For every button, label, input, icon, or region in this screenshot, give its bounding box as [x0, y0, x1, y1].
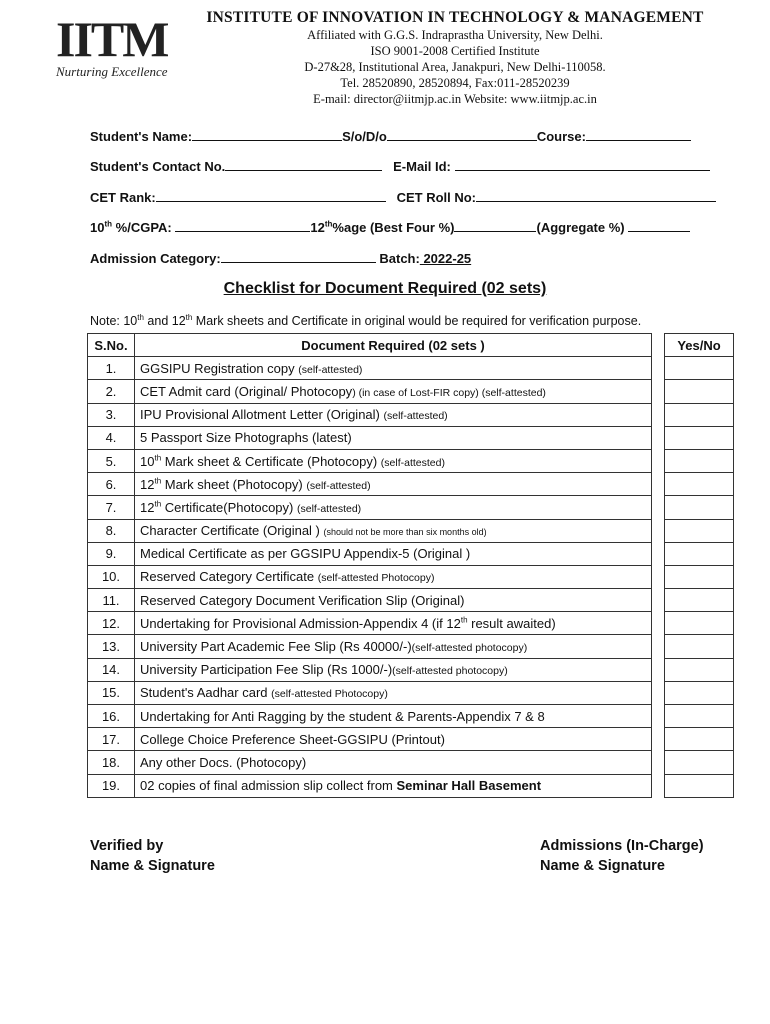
logo-mark: IITM [56, 11, 168, 67]
table-row [88, 357, 652, 380]
row-document-name: CET Admit card (Original/ Photocopy) (in case of Lost-FIR copy) (self-attested) [135, 380, 652, 403]
yes-no-row [665, 612, 734, 635]
institute-name: INSTITUTE OF INNOVATION IN TECHNOLOGY & MANAGEMENT [206, 9, 704, 26]
col-document-header: Document Required (02 sets ) [135, 334, 652, 357]
verified-by-block [90, 836, 215, 876]
yes-no-cell[interactable] [665, 751, 734, 774]
yes-no-cell[interactable] [665, 705, 734, 728]
yes-no-cell[interactable] [665, 658, 734, 681]
table-row [88, 728, 652, 751]
logo-tagline: Nurturing Excellence [56, 64, 168, 79]
verified-by-label: Verified by [90, 838, 164, 854]
yes-no-row [665, 681, 734, 704]
yes-no-header-row [665, 334, 734, 357]
form-row-category [90, 251, 471, 267]
sodo-label: S/o/D/o [342, 129, 387, 144]
table-row [88, 542, 652, 565]
admissions-incharge-block [540, 836, 704, 876]
course-label: Course: [536, 129, 586, 144]
yes-no-row [665, 658, 734, 681]
row-serial-number: 10. [88, 565, 135, 588]
row-serial-number: 16. [88, 705, 135, 728]
cet-roll-field[interactable] [476, 190, 716, 202]
table-row [88, 658, 652, 681]
table-row [88, 612, 652, 635]
row-serial-number: 18. [88, 751, 135, 774]
table-row [88, 635, 652, 658]
batch-label: Batch: [379, 251, 420, 266]
yes-no-cell[interactable] [665, 565, 734, 588]
table-row [88, 589, 652, 612]
email-line: E-mail: director@iitmjp.ac.in Website: www.iitmjp.ac.in [313, 92, 597, 106]
tenth-label: 10th %/CGPA: [90, 219, 172, 235]
yes-no-cell[interactable] [665, 426, 734, 449]
table-row [88, 751, 652, 774]
admissions-incharge-label: Admissions (In-Charge) [540, 838, 704, 854]
email-field[interactable] [455, 159, 710, 171]
row-document-name: Any other Docs. (Photocopy) [135, 751, 652, 774]
yes-no-cell[interactable] [665, 774, 734, 797]
batch-value: 2022-25 [419, 251, 472, 266]
yes-no-cell[interactable] [665, 612, 734, 635]
form-row-contact [90, 159, 710, 175]
row-serial-number: 7. [88, 496, 135, 519]
form-row-name [90, 129, 691, 145]
institute-header [195, 8, 715, 107]
row-serial-number: 12. [88, 612, 135, 635]
row-document-name: 12th Certificate(Photocopy) (self-attested) [135, 496, 652, 519]
yes-no-row [665, 357, 734, 380]
student-name-field[interactable] [192, 129, 342, 141]
row-serial-number: 4. [88, 426, 135, 449]
tenth-field[interactable] [175, 220, 310, 232]
aggregate-field[interactable] [628, 220, 690, 232]
row-serial-number: 14. [88, 658, 135, 681]
yes-no-cell[interactable] [665, 519, 734, 542]
table-row [88, 519, 652, 542]
checklist-title: Checklist for Document Required (02 sets) [223, 280, 547, 297]
yes-no-cell[interactable] [665, 357, 734, 380]
yes-no-row [665, 635, 734, 658]
contact-label: Student's Contact No. [90, 159, 226, 174]
form-row-marks [90, 220, 690, 236]
yes-no-cell[interactable] [665, 542, 734, 565]
course-field[interactable] [586, 129, 691, 141]
cet-roll-label: CET Roll No: [396, 190, 477, 205]
row-serial-number: 9. [88, 542, 135, 565]
address-line: D-27&28, Institutional Area, Janakpuri, New Delhi-110058. [304, 60, 606, 74]
yes-no-row [665, 380, 734, 403]
row-document-name: 12th Mark sheet (Photocopy) (self-attested) [135, 473, 652, 496]
row-document-name: 10th Mark sheet & Certificate (Photocopy) (self-attested) [135, 449, 652, 472]
row-document-name: Undertaking for Provisional Admission-Appendix 4 (if 12th result awaited) [135, 612, 652, 635]
admission-category-label: Admission Category: [90, 251, 221, 266]
affiliation-line: Affiliated with G.G.S. Indraprastha University, New Delhi. [307, 28, 603, 42]
table-row [88, 681, 652, 704]
table-row [88, 774, 652, 797]
yes-no-row [665, 774, 734, 797]
table-row [88, 380, 652, 403]
row-serial-number: 13. [88, 635, 135, 658]
yes-no-cell[interactable] [665, 380, 734, 403]
row-document-name: Undertaking for Anti Ragging by the student & Parents-Appendix 7 & 8 [135, 705, 652, 728]
table-row [88, 449, 652, 472]
twelfth-field[interactable] [454, 220, 536, 232]
yes-no-cell[interactable] [665, 681, 734, 704]
row-serial-number: 15. [88, 681, 135, 704]
admissions-signature-label: Name & Signature [540, 858, 665, 874]
iso-line: ISO 9001-2008 Certified Institute [370, 44, 540, 58]
yes-no-row [665, 496, 734, 519]
row-document-name: University Participation Fee Slip (Rs 1000/-)(self-attested photocopy) [135, 658, 652, 681]
table-row [88, 496, 652, 519]
form-row-cet [90, 190, 716, 206]
table-header-row [88, 334, 652, 357]
row-serial-number: 11. [88, 589, 135, 612]
yes-no-row [665, 449, 734, 472]
yes-no-table [664, 333, 734, 798]
yes-no-cell[interactable] [665, 496, 734, 519]
yes-no-row [665, 728, 734, 751]
row-document-name: IPU Provisional Allotment Letter (Original) (self-attested) [135, 403, 652, 426]
row-document-name: 5 Passport Size Photographs (latest) [135, 426, 652, 449]
email-label: E-Mail Id: [393, 159, 451, 174]
row-document-name: University Part Academic Fee Slip (Rs 40000/-)(self-attested photocopy) [135, 635, 652, 658]
yes-no-row [665, 589, 734, 612]
col-sno-header: S.No. [88, 334, 135, 357]
row-document-name: GGSIPU Registration copy (self-attested) [135, 357, 652, 380]
table-row [88, 565, 652, 588]
yes-no-row [665, 705, 734, 728]
yes-no-row [665, 751, 734, 774]
yes-no-cell[interactable] [665, 589, 734, 612]
phone-line: Tel. 28520890, 28520894, Fax:011-28520239 [340, 76, 570, 90]
document-checklist-table [87, 333, 652, 798]
verified-signature-label: Name & Signature [90, 858, 215, 874]
yes-no-cell[interactable] [665, 728, 734, 751]
student-name-label: Student's Name: [90, 129, 193, 144]
table-row [88, 426, 652, 449]
yes-no-cell[interactable] [665, 473, 734, 496]
row-document-name: 02 copies of final admission slip collect from Seminar Hall Basement [135, 774, 652, 797]
row-document-name: Medical Certificate as per GGSIPU Appendix-5 (Original ) [135, 542, 652, 565]
row-document-name: Character Certificate (Original ) (should not be more than six months old) [135, 519, 652, 542]
sodo-field[interactable] [387, 129, 537, 141]
yes-no-row [665, 403, 734, 426]
yes-no-cell[interactable] [665, 635, 734, 658]
verification-note: Note: 10th and 12th Mark sheets and Certificate in original would be required for verification purpose. [90, 312, 642, 328]
table-row [88, 403, 652, 426]
row-serial-number: 8. [88, 519, 135, 542]
col-yes-no-header: Yes/No [665, 334, 734, 357]
row-serial-number: 6. [88, 473, 135, 496]
row-serial-number: 17. [88, 728, 135, 751]
row-document-name: College Choice Preference Sheet-GGSIPU (Printout) [135, 728, 652, 751]
cet-rank-field[interactable] [156, 190, 386, 202]
twelfth-label: 12th%age (Best Four %) [310, 219, 455, 235]
row-document-name: Reserved Category Certificate (self-attested Photocopy) [135, 565, 652, 588]
contact-field[interactable] [225, 159, 382, 171]
table-row [88, 473, 652, 496]
row-serial-number: 3. [88, 403, 135, 426]
institute-logo [52, 11, 192, 84]
table-row [88, 705, 652, 728]
row-serial-number: 5. [88, 449, 135, 472]
row-document-name: Reserved Category Document Verification Slip (Original) [135, 589, 652, 612]
row-serial-number: 19. [88, 774, 135, 797]
aggregate-label: (Aggregate %) [536, 220, 625, 235]
yes-no-cell[interactable] [665, 449, 734, 472]
yes-no-row [665, 565, 734, 588]
row-serial-number: 1. [88, 357, 135, 380]
row-document-name: Student's Aadhar card (self-attested Photocopy) [135, 681, 652, 704]
row-serial-number: 2. [88, 380, 135, 403]
yes-no-row [665, 426, 734, 449]
yes-no-cell[interactable] [665, 403, 734, 426]
yes-no-row [665, 519, 734, 542]
admission-category-field[interactable] [221, 251, 376, 263]
yes-no-row [665, 473, 734, 496]
cet-rank-label: CET Rank: [90, 190, 156, 205]
yes-no-row [665, 542, 734, 565]
